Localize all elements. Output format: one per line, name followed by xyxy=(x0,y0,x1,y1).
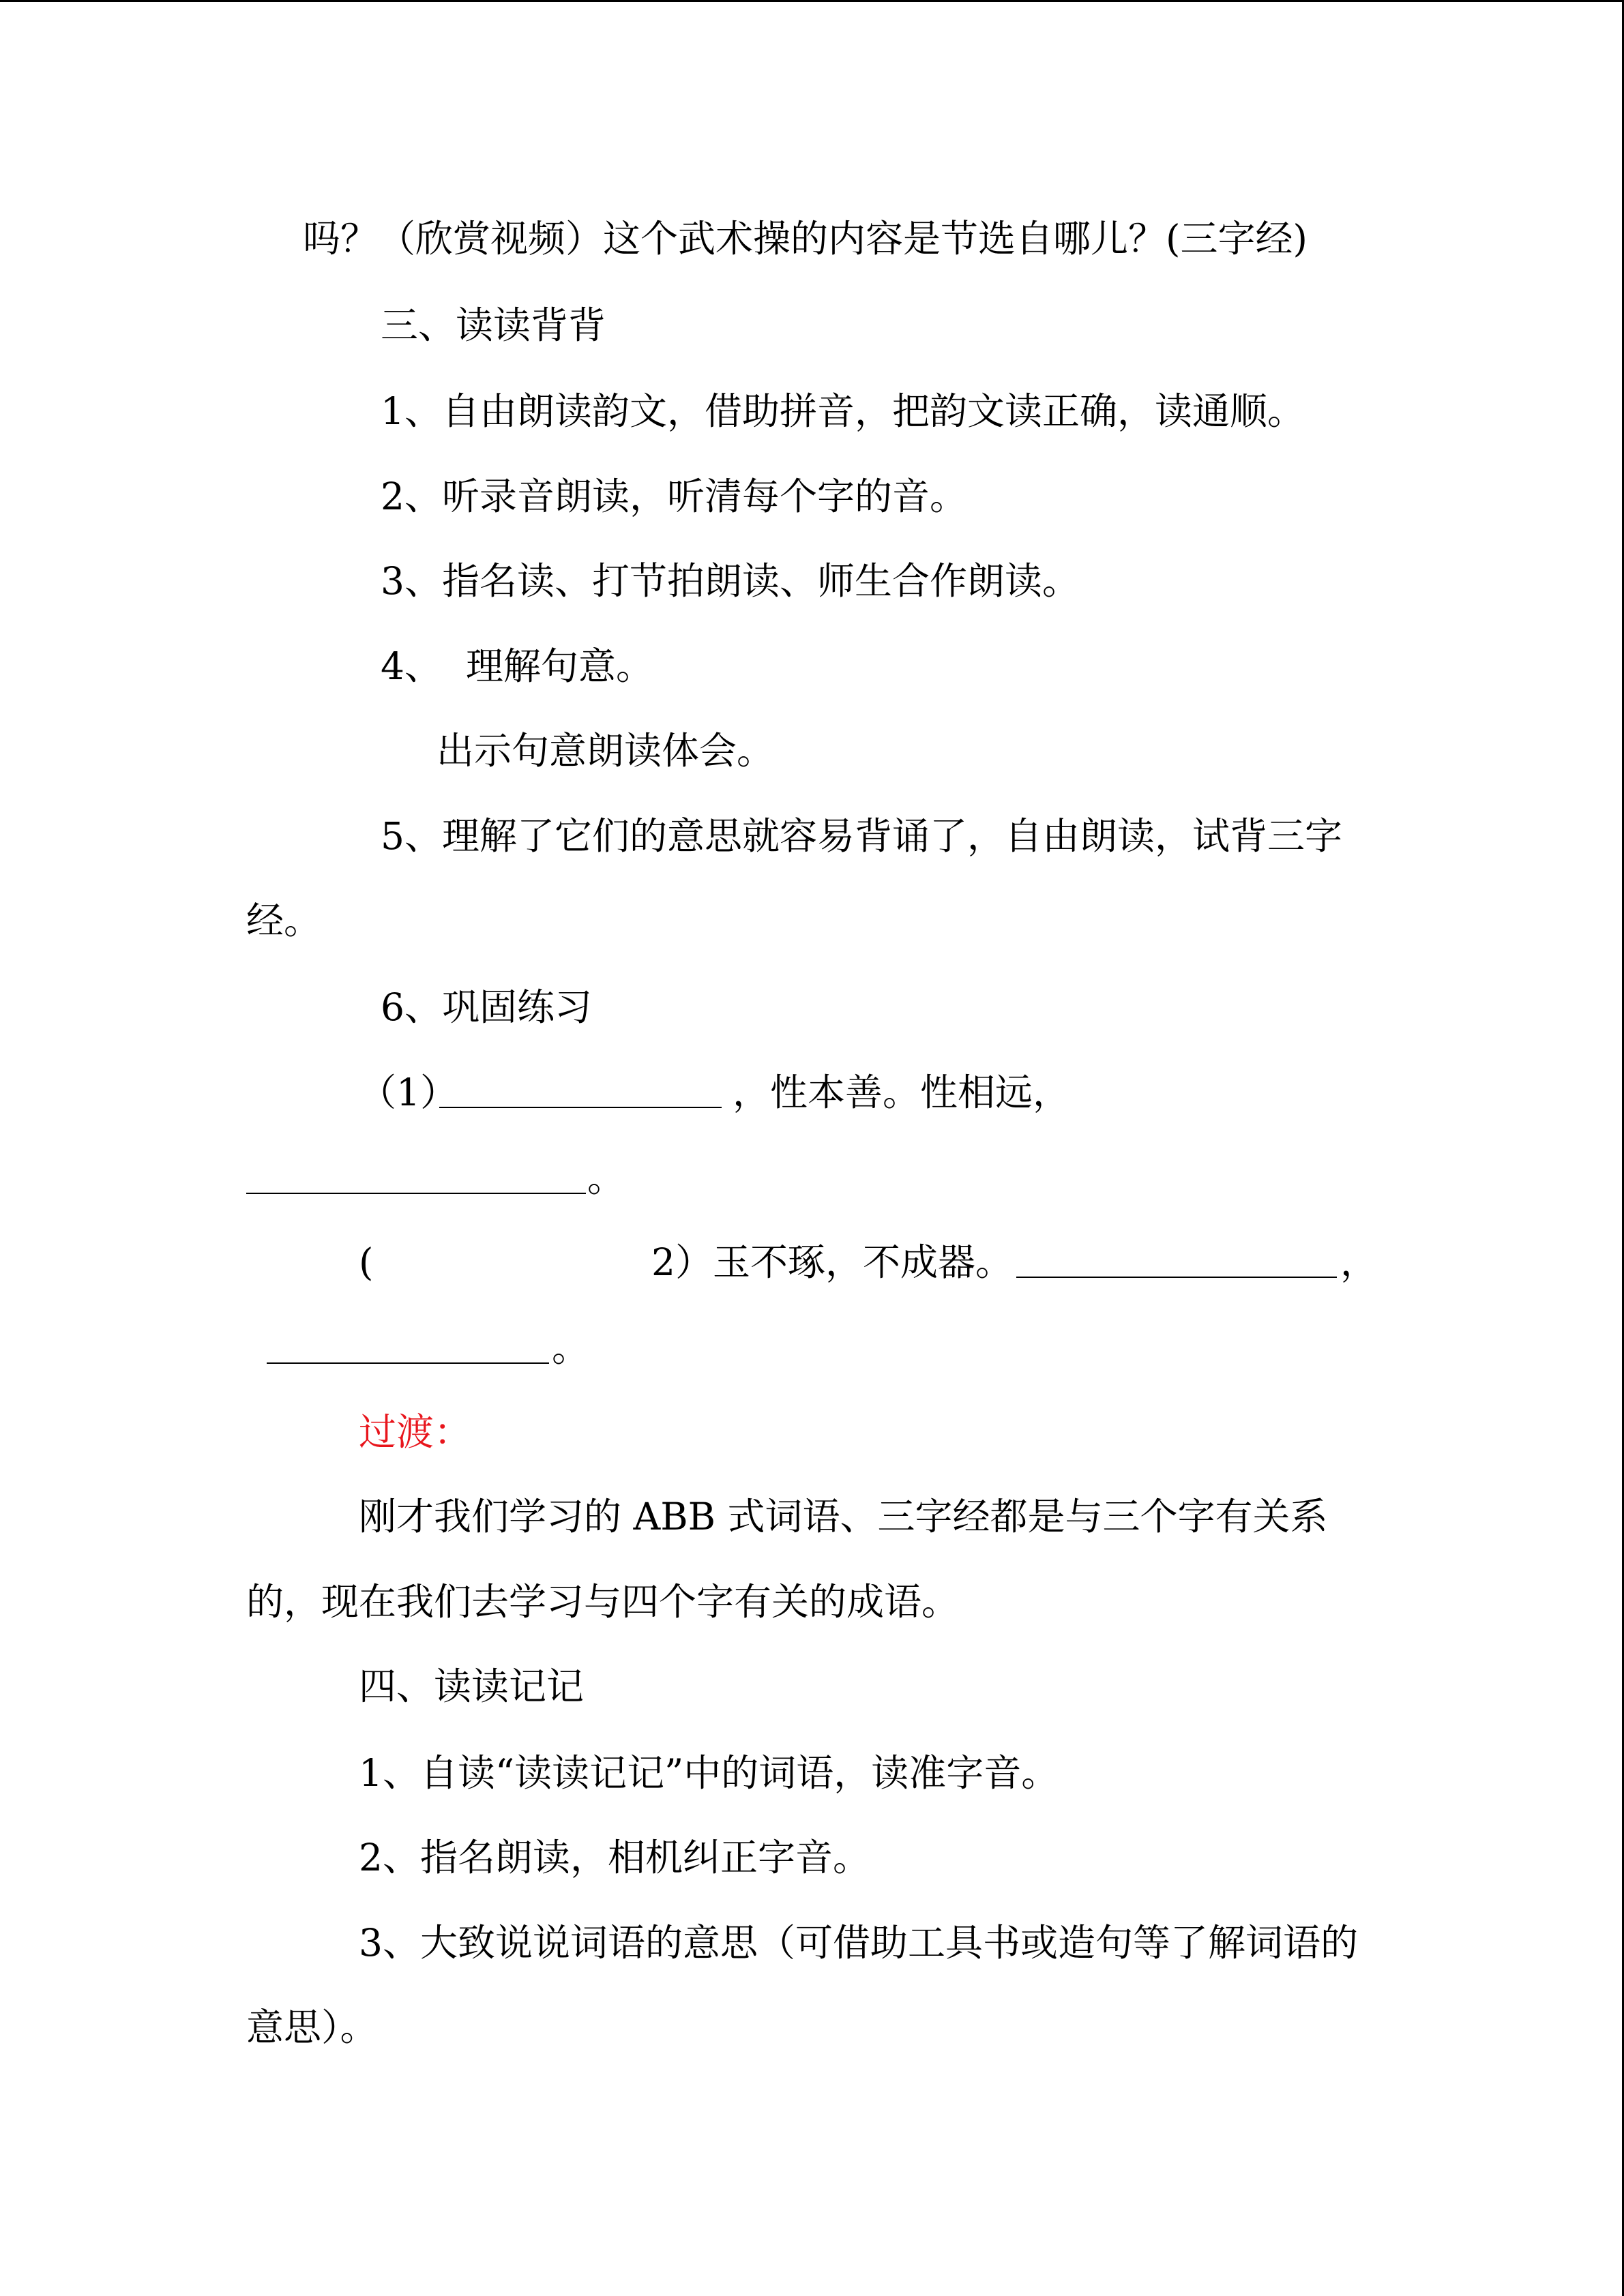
section-3-step-5-line-2: 经。 xyxy=(246,899,322,942)
section-3-step-5-line-1: 5、理解了它们的意思就容易背诵了，自由朗读，试背三字 xyxy=(381,814,1342,858)
exercise-2-end: 。 xyxy=(552,1326,590,1370)
section-4-heading: 四、读读记记 xyxy=(359,1665,585,1708)
section-3-step-4: 4、 理解句意。 xyxy=(381,644,653,688)
intro-line: 吗？（欣赏视频）这个武术操的内容是节选自哪儿？(三字经) xyxy=(303,217,1308,260)
section-4-step-3-line-1: 3、大致说说词语的意思（可借助工具书或造句等了解词语的 xyxy=(359,1921,1358,1965)
section-3-step-2: 2、听录音朗读，听清每个字的音。 xyxy=(381,475,967,518)
exercise-1-prefix: （1） xyxy=(359,1071,458,1114)
exercise-2-blank-2 xyxy=(267,1330,549,1364)
transition-label: 过渡： xyxy=(359,1410,472,1454)
exercise-2-blank-1 xyxy=(1016,1244,1337,1278)
exercise-2-prefix: ( xyxy=(359,1240,374,1284)
transition-line-2: 的，现在我们去学习与四个字有关的成语。 xyxy=(246,1580,960,1624)
exercise-1-blank-1 xyxy=(439,1074,722,1108)
section-3-step-1: 1、自由朗读韵文，借助拼音，把韵文读正确，读通顺。 xyxy=(381,389,1305,433)
section-3-step-3: 3、指名读、打节拍朗读、师生合作朗读。 xyxy=(381,559,1080,603)
section-3-heading: 三、读读背背 xyxy=(381,303,606,347)
section-4-step-1: 1、自读“读读记记”中的词语，读准字音。 xyxy=(359,1751,1059,1795)
exercise-2-text: 2）玉不琢，不成器。 xyxy=(651,1240,1013,1284)
section-3-step-6: 6、巩固练习 xyxy=(381,985,592,1029)
section-4-step-2: 2、指名朗读，相机纠正字音。 xyxy=(359,1836,870,1879)
exercise-2-comma: ， xyxy=(1340,1240,1378,1284)
section-3-step-4-note: 出示句意朗读体会。 xyxy=(437,729,775,773)
exercise-1-suffix: ，性本善。性相远， xyxy=(733,1071,1071,1114)
section-4-step-3-line-2: 意思）。 xyxy=(246,2006,378,2049)
transition-line-1: 刚才我们学习的 ABB 式词语、三字经都是与三个字有关系 xyxy=(359,1495,1328,1538)
exercise-1-end: 。 xyxy=(587,1157,625,1200)
exercise-1-blank-2 xyxy=(246,1160,586,1194)
